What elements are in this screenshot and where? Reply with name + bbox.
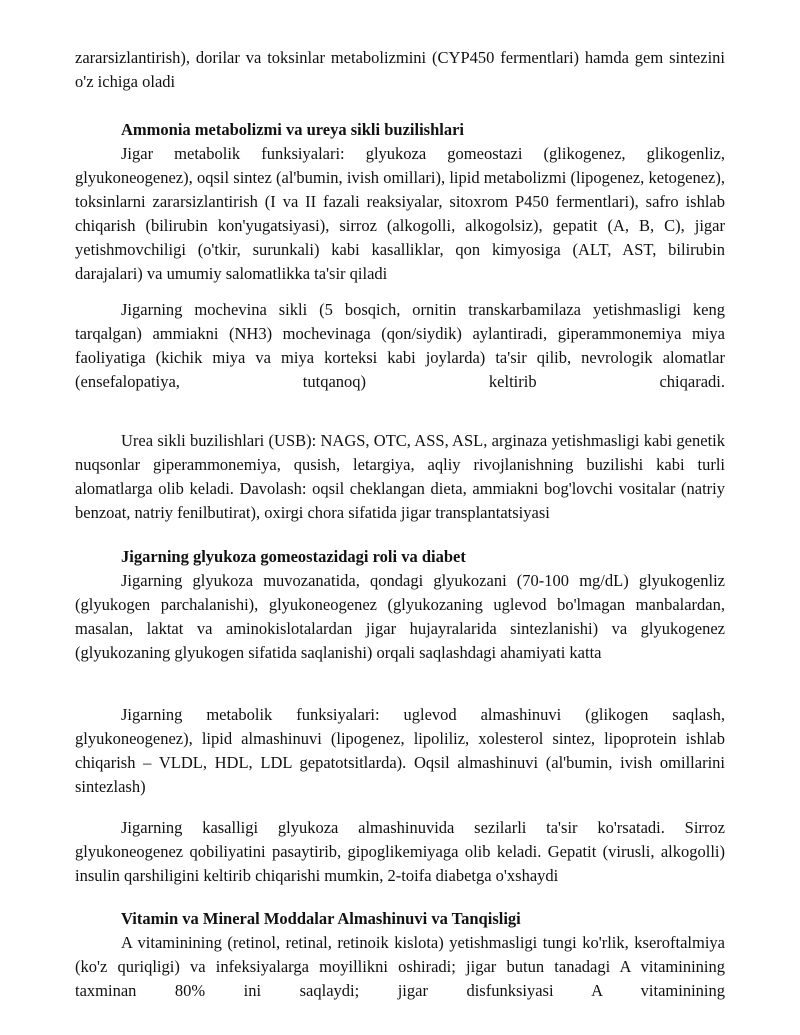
section-heading: Jigarning glyukoza gomeostazidagi roli va diabet — [121, 547, 466, 566]
section-vitamins — [75, 907, 725, 1003]
section-ammonia-paragraph-2 — [75, 298, 725, 394]
intro-block — [75, 46, 725, 94]
section-ammonia-paragraph-3 — [75, 429, 725, 525]
section-ammonia — [75, 118, 725, 286]
intro-paragraph: zararsizlantirish), dorilar va toksinlar metabolizmini (CYP450 fermentlari) hamda gem sintezini o'z ichiga oladi — [75, 48, 725, 91]
paragraph: Jigarning glyukoza muvozanatida, qondagi glyukozani (70-100 mg/dL) glyukogenliz (glyukogen parchalanishi), glyukoneogenez (glyukozaning uglevod bo'lmagan manbalardan, masalan, laktat va aminokislotalardan jigar hujayralarida sintezlanishi) va glyukogenez (glyukozaning glyukogen sifatida saqlanishi) orqali saqlashdagi ahamiyati katta — [75, 571, 725, 662]
paragraph: Urea sikli buzilishlari (USB): NAGS, OTC, ASS, ASL, arginaza yetishmasligi kabi genetik nuqsonlar giperammonemiya, qusish, letargiya, aqliy rivojlanishning buzilishi kabi turli alomatlarga olib keladi. Davolash: oqsil cheklangan dieta, ammiakni bog'lovchi vositalar (natriy benzoat, natriy fenilbutirat), oxirgi chora sifatida jigar transplantatsiyasi — [75, 431, 725, 522]
section-glucose — [75, 545, 725, 665]
paragraph: Jigarning kasalligi glyukoza almashinuvida sezilarli ta'sir ko'rsatadi. Sirroz glyukoneogenez qobiliyatini pasaytirib, gipoglikemiyaga olib keladi. Gepatit (virusli, alkogolli) insulin qarshiligini keltirib chiqarishi mumkin, 2-toifa diabetga o'xshaydi — [75, 818, 725, 885]
paragraph: A vitaminining (retinol, retinal, retinoik kislota) yetishmasligi tungi ko'rlik, kseroftalmiya (ko'z quriqligi) va infeksiyalarga moyillikni oshiradi; jigar butun tanadagi A vitaminining taxminan 80% ini saqlaydi; jigar disfunksiyasi A vitaminining — [75, 933, 725, 1000]
paragraph: Jigar metabolik funksiyalari: glyukoza gomeostazi (glikogenez, glikogenliz, glyukoneogenez), oqsil sintez (al'bumin, ivish omillari), lipid metabolizmi (lipogenez, ketogenez), toksinlarni zararsizlantirish (I va II fazali reaksiyalar, sitoxrom P450 fermentlari), safro ishlab chiqarish (bilirubin kon'yugatsiyasi), sirroz (alkogolli, alkogolsiz), gepatit (A, B, C), jigar yetishmovchiligi (o'tkir, surunkali) kabi kasalliklar, qon kimyosiga (ALT, AST, bilirubin darajalari) va umumiy salomatlikka ta'sir qiladi — [75, 144, 725, 283]
section-glucose-paragraph-3 — [75, 816, 725, 888]
paragraph: Jigarning mochevina sikli (5 bosqich, ornitin transkarbamilaza yetishmasligi keng tarqalgan) ammiakni (NH3) mochevinaga (qon/siydik) aylantiradi, giperammonemiya miya faoliyatiga (kichik miya va miya korteksi kabi joylarda) ta'sir qilib, nevrologik alomatlar (ensefalopatiya, tutqanoq) keltirib chiqaradi. — [75, 300, 725, 391]
section-heading: Vitamin va Mineral Moddalar Almashinuvi va Tanqisligi — [121, 909, 521, 928]
section-heading: Ammonia metabolizmi va ureya sikli buzilishlari — [121, 120, 464, 139]
section-glucose-paragraph-2 — [75, 703, 725, 799]
paragraph: Jigarning metabolik funksiyalari: uglevod almashinuvi (glikogen saqlash, glyukoneogenez), lipid almashinuvi (lipogenez, lipoliliz, xolesterol sintez, lipoprotein ishlab chiqarish – VLDL, HDL, LDL gepatotsitlarda). Oqsil almashinuvi (al'bumin, ivish omillarini sintezlash) — [75, 705, 725, 796]
